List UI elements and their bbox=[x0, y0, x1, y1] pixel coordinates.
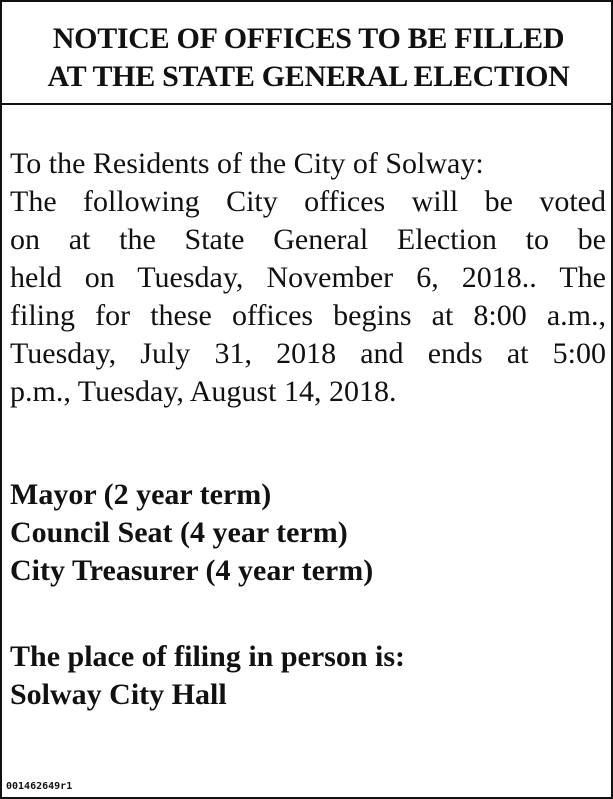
paragraph-line: filing for these offices begins at 8:00 a.m., bbox=[10, 299, 606, 332]
notice-title-line-2: AT THE STATE GENERAL ELECTION bbox=[47, 60, 570, 93]
office-item: City Treasurer (4 year term) bbox=[10, 554, 374, 587]
title-divider bbox=[2, 103, 613, 105]
paragraph-line: held on Tuesday, November 6, 2018.. The bbox=[10, 261, 606, 294]
office-item: Council Seat (4 year term) bbox=[10, 516, 348, 549]
notice-title-line-1: NOTICE OF OFFICES TO BE FILLED bbox=[52, 22, 565, 55]
paragraph-line: on at the State General Election to be bbox=[10, 223, 606, 256]
filing-place-location: Solway City Hall bbox=[10, 678, 227, 711]
salutation: To the Residents of the City of Solway: bbox=[10, 147, 484, 180]
paragraph-line: Tuesday, July 31, 2018 and ends at 5:00 bbox=[10, 337, 606, 370]
paragraph-line: The following City offices will be voted bbox=[10, 185, 606, 218]
office-item: Mayor (2 year term) bbox=[10, 478, 272, 511]
filing-place-label: The place of filing in person is: bbox=[10, 640, 406, 673]
paragraph-line: p.m., Tuesday, August 14, 2018. bbox=[10, 375, 397, 408]
ad-id: 001462649r1 bbox=[6, 781, 73, 792]
